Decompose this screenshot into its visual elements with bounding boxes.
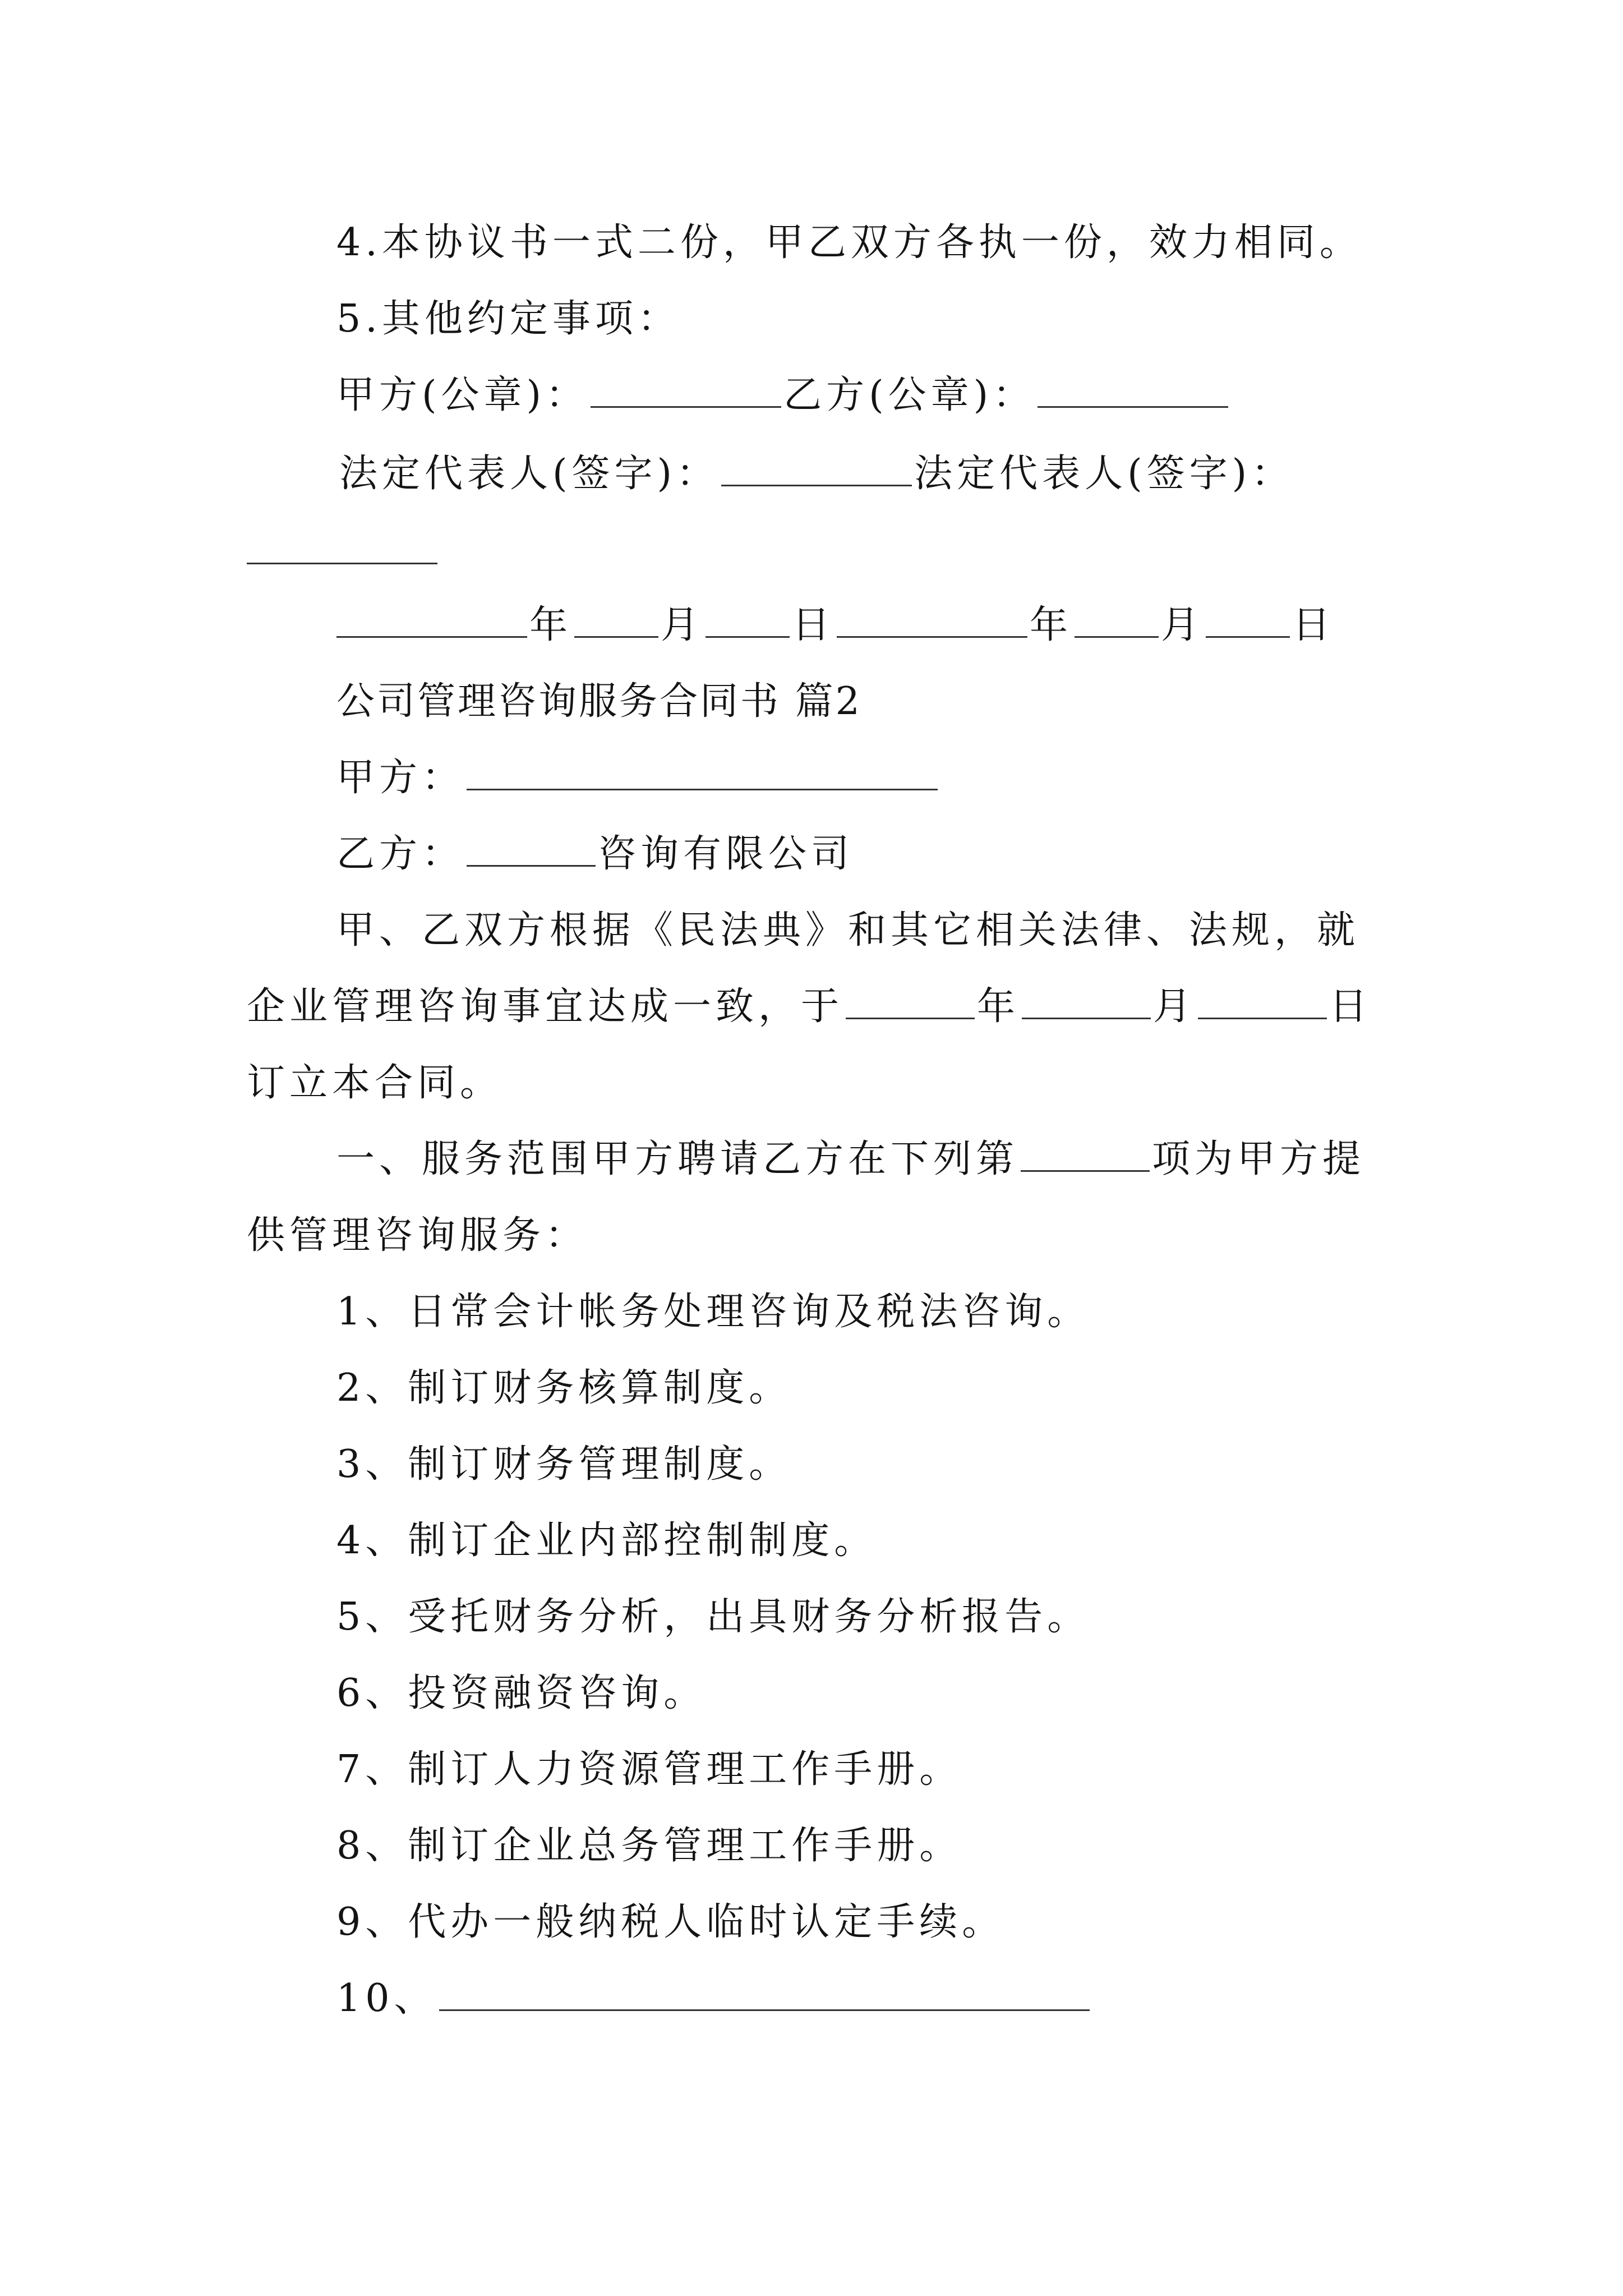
- list-item-6: [336, 1668, 706, 1719]
- sign-year-blank: [846, 983, 975, 1019]
- list-item-3-text: 3、制订财务管理制度。: [336, 1442, 792, 1487]
- list-item-10-text: 10、: [336, 1976, 437, 2021]
- date-b-day-label: 日: [1292, 603, 1335, 647]
- party-b-seal-blank: [1038, 371, 1228, 408]
- sign-year-label: 年: [977, 984, 1020, 1029]
- preamble-text-1: 甲、乙双方根据《民法典》和其它相关法律、法规，就: [336, 908, 1360, 953]
- preamble-line-2: [247, 982, 1372, 1032]
- preamble-text-3: 订立本合同。: [247, 1061, 503, 1105]
- section-heading: [336, 677, 862, 727]
- party-a-label: 甲方：: [336, 756, 465, 800]
- list-item-10: [336, 1973, 1092, 2024]
- scope-line-1: [336, 1134, 1365, 1185]
- clause-4-text: 4.本协议书一式二份，甲乙双方各执一份，效力相同。: [336, 220, 1362, 265]
- list-item-7: [336, 1745, 962, 1795]
- list-item-1-text: 1、日常会计帐务处理咨询及税法咨询。: [336, 1290, 1090, 1334]
- party-b-seal-label: 乙方(公章)：: [783, 373, 1036, 417]
- seal-line: [336, 370, 1230, 421]
- party-a-line: [336, 753, 940, 803]
- scope-item-blank: [1021, 1135, 1150, 1172]
- date-a-month-label: 月: [661, 603, 704, 647]
- preamble-line-3: [247, 1058, 502, 1108]
- party-b-representative-blank: [247, 563, 437, 564]
- clause-5: [336, 294, 680, 344]
- list-item-2-text: 2、制订财务核算制度。: [336, 1366, 792, 1410]
- party-b-representative-label: 法定代表人(签字)：: [914, 452, 1294, 496]
- party-a-representative-blank: [721, 450, 912, 486]
- list-item-6-text: 6、投资融资咨询。: [336, 1671, 707, 1715]
- clause-4: [336, 218, 1362, 268]
- list-item-5: [336, 1592, 1090, 1642]
- date-b-month-blank: [1075, 601, 1159, 638]
- party-a-representative-label: 法定代表人(签字)：: [339, 452, 720, 496]
- date-a-year-blank: [336, 601, 527, 638]
- party-b-blank: [467, 830, 596, 867]
- date-a-month-blank: [574, 601, 658, 638]
- preamble-text-2: 企业管理咨询事宜达成一致，于: [247, 984, 844, 1029]
- date-b-year-blank: [837, 601, 1027, 638]
- list-item-7-text: 7、制订人力资源管理工作手册。: [336, 1747, 962, 1792]
- date-b-month-label: 月: [1161, 603, 1204, 647]
- party-b-company-suffix: 咨询有限公司: [598, 832, 854, 876]
- list-item-9: [336, 1897, 1004, 1948]
- list-item-4-text: 4、制订企业内部控制制度。: [336, 1519, 877, 1563]
- date-b-year-label: 年: [1030, 603, 1073, 647]
- date-b-day-blank: [1206, 601, 1290, 638]
- scope-text-1: 一、服务范围甲方聘请乙方在下列第: [336, 1137, 1019, 1181]
- sign-day-label: 日: [1329, 984, 1372, 1029]
- party-a-blank: [467, 754, 938, 790]
- list-item-1: [336, 1287, 1090, 1337]
- list-item-5-text: 5、受托财务分析，出具财务分析报告。: [336, 1595, 1090, 1639]
- representative-line: [339, 449, 1294, 499]
- sign-day-blank: [1198, 983, 1327, 1019]
- list-item-10-blank: [439, 1975, 1090, 2011]
- party-a-seal-label: 甲方(公章)：: [336, 373, 589, 417]
- date-line: [336, 600, 1335, 651]
- date-a-day-label: 日: [792, 603, 835, 647]
- list-item-2: [336, 1363, 791, 1414]
- party-b-line: [336, 829, 854, 880]
- scope-text-2: 供管理咨询服务：: [247, 1213, 588, 1258]
- list-item-8-text: 8、制订企业总务管理工作手册。: [336, 1824, 962, 1868]
- clause-5-text: 5.其他约定事项：: [336, 297, 680, 341]
- sign-month-label: 月: [1153, 984, 1196, 1029]
- scope-line-2: [247, 1211, 588, 1261]
- sign-month-blank: [1022, 983, 1151, 1019]
- list-item-4: [336, 1516, 877, 1566]
- list-item-3: [336, 1439, 791, 1490]
- party-a-seal-blank: [591, 371, 781, 408]
- scope-text-1-suffix: 项为甲方提: [1152, 1137, 1366, 1181]
- list-item-8: [336, 1821, 962, 1871]
- section-heading-text: 公司管理咨询服务合同书 篇2: [336, 679, 862, 724]
- date-a-day-blank: [706, 601, 790, 638]
- party-b-label: 乙方：: [336, 832, 465, 876]
- preamble-line-1: [336, 905, 1359, 956]
- date-a-year-label: 年: [529, 603, 573, 647]
- list-item-9-text: 9、代办一般纳税人临时认定手续。: [336, 1900, 1005, 1944]
